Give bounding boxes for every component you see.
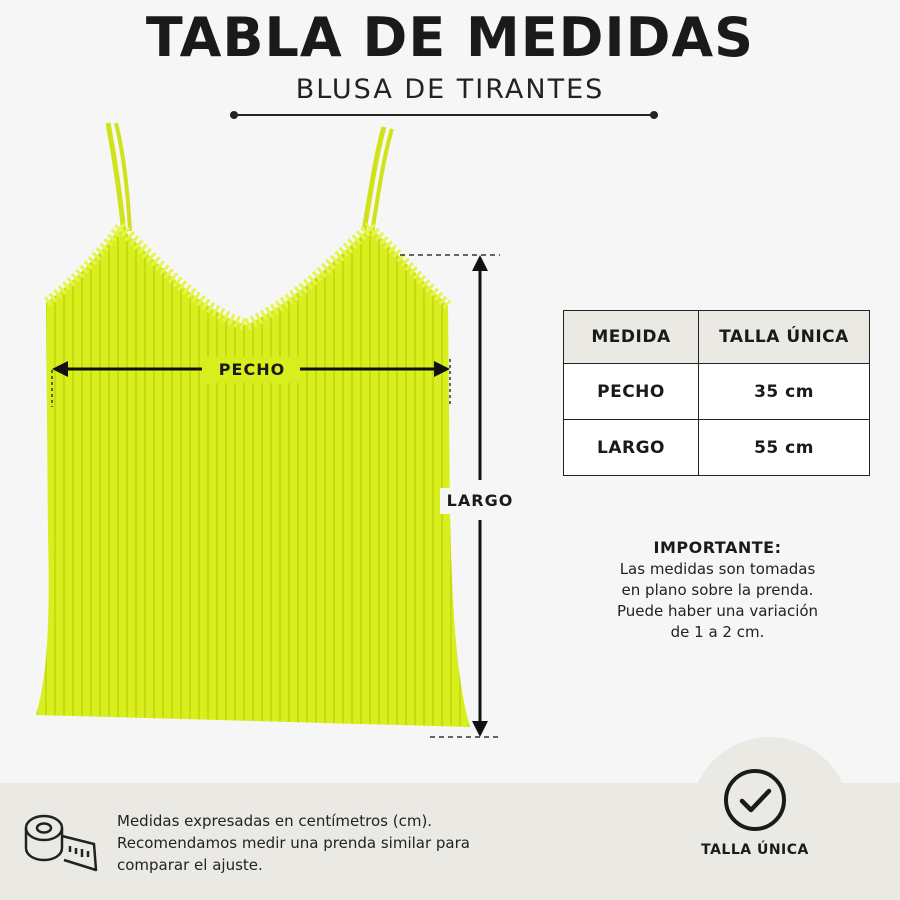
footer-note-line: comparar el ajuste. [117, 856, 263, 874]
table-cell-medida: LARGO [564, 420, 699, 476]
important-note-title: IMPORTANTE: [653, 538, 782, 557]
size-badge-label: TALLA ÚNICA [701, 842, 809, 858]
footer-note-line: Recomendamos medir una prenda similar para [117, 834, 470, 852]
table-header-medida: MEDIDA [564, 311, 699, 364]
important-note [580, 538, 855, 643]
table-cell-value: 55 cm [699, 420, 870, 476]
important-note-line: Las medidas son tomadas [619, 560, 816, 578]
footer-note [117, 810, 557, 876]
check-circle-icon [723, 768, 787, 832]
largo-measure-label: LARGO [440, 488, 520, 514]
table-cell-medida: PECHO [564, 364, 699, 420]
garment-illustration [30, 115, 500, 745]
important-note-line: de 1 a 2 cm. [670, 623, 765, 641]
pecho-measure-label: PECHO [204, 357, 300, 383]
page-subtitle: BLUSA DE TIRANTES [295, 74, 605, 105]
important-note-line: Puede haber una variación [616, 602, 819, 620]
page-title: TABLA DE MEDIDAS [145, 6, 755, 69]
table-header-row [564, 311, 870, 364]
footer-note-line: Medidas expresadas en centímetros (cm). [117, 812, 433, 830]
table-header-talla: TALLA ÚNICA [699, 311, 870, 364]
table-cell-value: 35 cm [699, 364, 870, 420]
table-row [564, 420, 870, 476]
size-table [563, 310, 870, 476]
important-note-line: en plano sobre la prenda. [621, 581, 814, 599]
table-row [564, 364, 870, 420]
measuring-tape-icon [22, 808, 100, 874]
